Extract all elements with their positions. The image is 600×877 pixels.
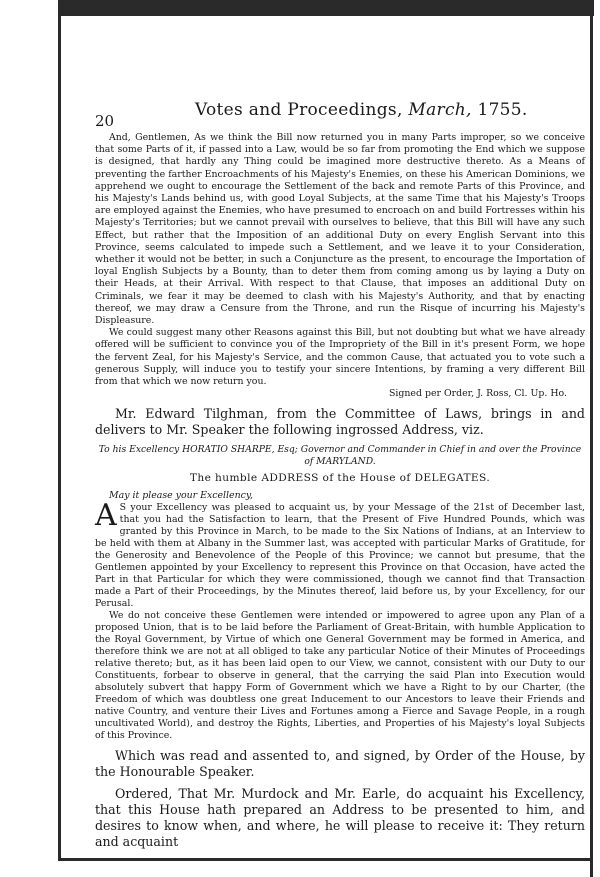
page-header <box>95 100 585 128</box>
running-head-month: March, <box>408 100 472 120</box>
running-head-prefix: Votes and Proceedings, <box>195 100 403 120</box>
signature-line: Signed per Order, J. Ross, Cl. Up. Ho. <box>388 388 567 400</box>
running-head-year: 1755. <box>477 100 528 120</box>
address-paragraph: S your Excellency was pleased to acquaint us, by your Message of the 21st of December last, that you had the Satisfaction to learn, that the Present of Five Hundred Pounds, which was granted by this Province in March, to be made to the Six Nations of Indians, at an Interview to be held with them at Albany in the Summer last, was accepted with particular Marks of Gratitude, for the Generosity and Benevolence of the People of this Province; we cannot but presume, that the Gentlemen appointed by your Excellency to represent this Province on that Occasion, have acted the Part in that Particular for which they were commissioned, though we cannot find that Transaction made a Part of their Proceedings, by the Minutes thereof, laid before us, by your Excellency, for our Perusal. <box>95 502 585 610</box>
running-head <box>195 100 528 120</box>
address-title: The humble ADDRESS of the House of DELEGATES. <box>189 472 491 485</box>
message-text <box>95 132 585 388</box>
address-paragraph: We do not conceive these Gentlemen were intended or impowered to agree upon any Plan of a proposed Union, that is to be laid before the Parliament of Great-Britain, with humble Application to the Royal Government, by Virtue of which one General Government may be formed in America, and therefore think we are not at all obliged to take any particular Notice of their Minutes of Proceedings relative thereto; but, as it has been laid open to our View, we cannot, consistent with our Duty to our Constituents, forbear to observe in general, that the carrying the said Plan into Execution would absolutely subvert that happy Form of Government which we have a Right to by our Charter, (the Freedom of which was doubtless one great Inducement to our Ancestors to leave their Friends and native Country, and venture their Lives and Fortunes among a Fierce and Savage People, in a rough uncultivated World), and destroy the Rights, Liberties, and Properties of his Majesty's loyal Subjects of this Province. <box>95 610 585 742</box>
right-border <box>590 0 593 877</box>
drop-cap: A <box>95 498 117 534</box>
message-paragraph: And, Gentlemen, As we think the Bill now returned you in many Parts improper, so we conceive that some Parts of it, if passed into a Law, would be so far from promoting the End which we suppose is designed, that hardly any Thing could be imagined more destructive thereto. As a Means of preventing the farther Encroachments of his Majesty's Enemies, on these his American Dominions, we apprehend we ought to encourage the Settlement of the back and remote Parts of this Province, and his Majesty's Lands behind us, with good Loyal Subjects, at the same Time that his Majesty's Troops are employed against the Enemies, who have presumed to encroach on and build Fortresses within his Majesty's Territories; but we cannot prevail with ourselves to believe, that this Bill will have any such Effect, but rather that the Imposition of an additional Duty on every English Servant into this Province, seems calculated to impede such a Settlement, and we leave it to your Consideration, whether it would not be better, in such a Conjuncture as the present, to encourage the Importation of loyal English Subjects by a Bounty, than to deter them from coming among us by laying a Duty on their Heads, at their Arrival. With respect to that Clause, that imposes an additional Duty on Criminals, we fear it may be deemed to clash with his Majesty's Authority, and that by enacting thereof, we may draw a Censure from the Throne, and run the Risque of incurring his Majesty's Displeasure. <box>95 132 585 327</box>
ordered-paragraph: Ordered, That Mr. Murdock and Mr. Earle, do acquaint his Excellency, that this House hath prepared an Address to be presented to him, and desires to know when, and where, he will please to receive it: They return and acquaint <box>95 786 585 850</box>
report-paragraph: Mr. Edward Tilghman, from the Committee of Laws, brings in and delivers to Mr. Speaker the following ingrossed Address, viz. <box>95 406 585 438</box>
address-salutation: May it please your Excellency, <box>109 490 253 502</box>
top-border <box>58 0 594 16</box>
bottom-border <box>58 858 593 861</box>
message-paragraph: We could suggest many other Reasons against this Bill, but not doubting but what we have already offered will be sufficient to convince you of the Impropriety of the Bill in it's present Form, we hope the fervent Zeal, for his Majesty's Service, and the common Cause, that actuated you to vote such a generous Supply, will induce you to testify your sincere Intentions, by framing a very different Bill from that which we now return you. <box>95 327 585 388</box>
address-body <box>95 498 585 742</box>
page-number: 20 <box>95 112 115 130</box>
address-recipient: To his Excellency HORATIO SHARPE, Esq; Governor and Commander in Chief in and over the Province of MARYLAND. <box>98 444 582 468</box>
left-border <box>58 0 61 860</box>
page-content <box>95 100 585 850</box>
assent-paragraph: Which was read and assented to, and signed, by Order of the House, by the Honourable Speaker. <box>95 748 585 780</box>
